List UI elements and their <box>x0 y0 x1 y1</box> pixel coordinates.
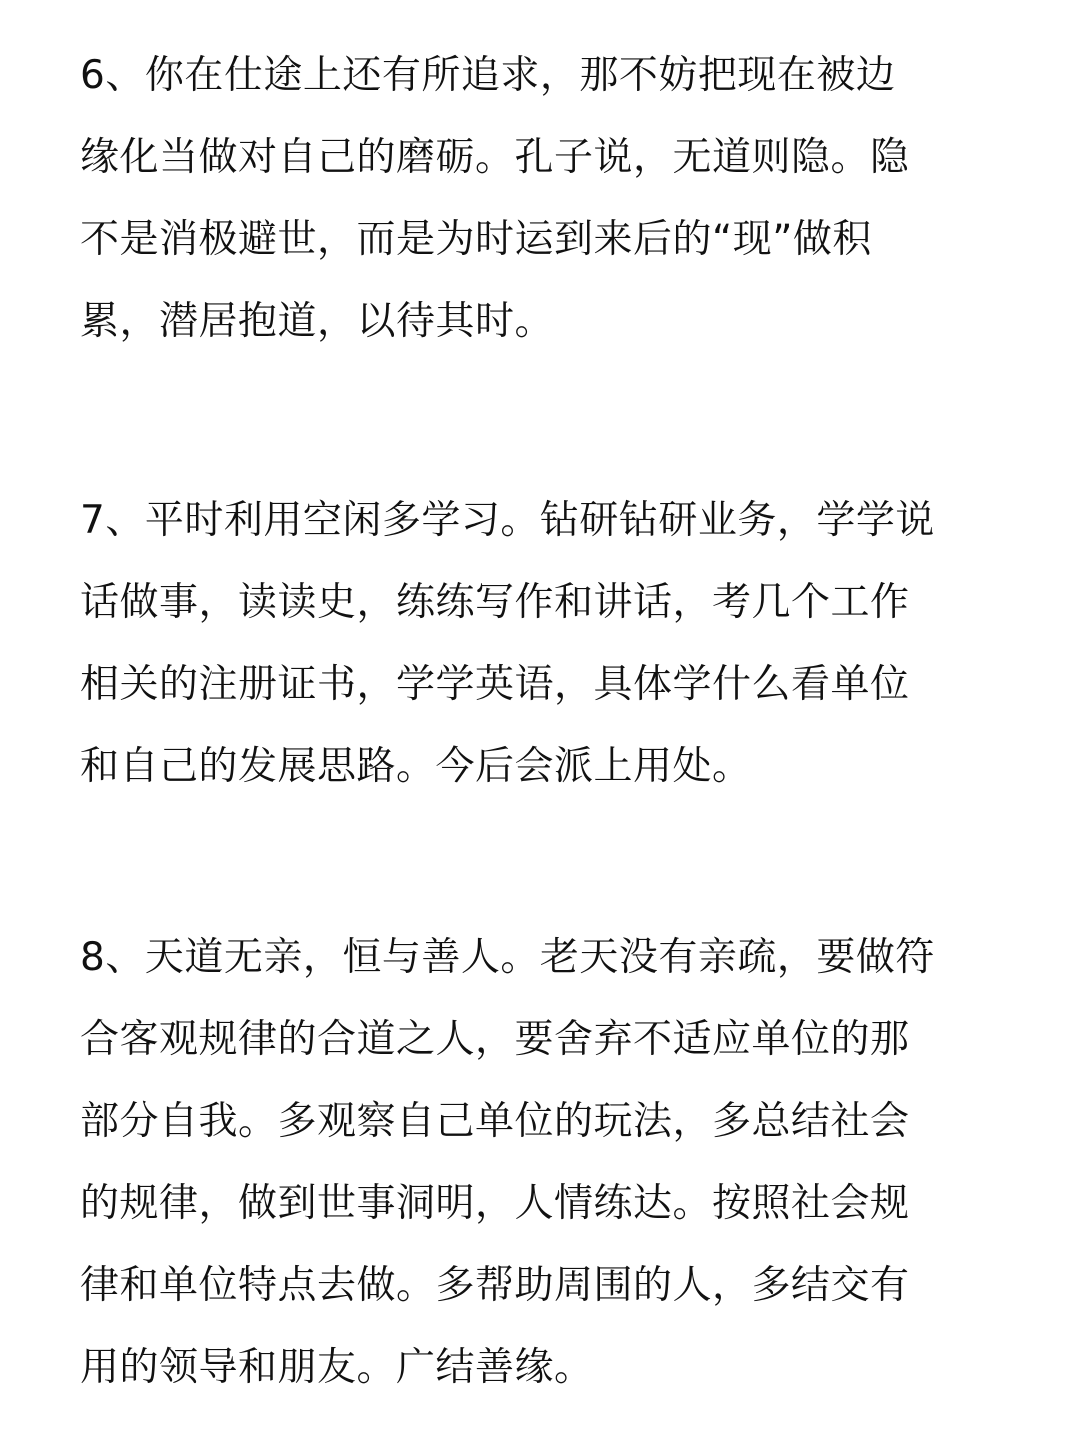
paragraph-6 <box>80 35 1010 363</box>
text-line: 的规律，做到世事洞明，人情练达。按照社会规 <box>80 1181 910 1226</box>
text-line: 缘化当做对自己的磨砺。孔子说，无道则隐。隐 <box>80 135 910 180</box>
text-line: 和自己的发展思路。今后会派上用处。 <box>80 744 752 789</box>
text-line: 累，潜居抱道，以待其时。 <box>80 299 555 344</box>
text-line: 话做事，读读史，练练写作和讲话，考几个工作 <box>80 580 910 625</box>
text-line: 用的领导和朋友。广结善缘。 <box>80 1345 594 1390</box>
text-line: 不是消极避世，而是为时运到来后的“现”做积 <box>80 217 872 262</box>
text-line: 合客观规律的合道之人，要舍弃不适应单位的那 <box>80 1017 910 1062</box>
text-line: 6、你在仕途上还有所追求，那不妨把现在被边 <box>80 53 896 98</box>
text-line: 7、平时利用空闲多学习。钻研钻研业务，学学说 <box>80 498 935 543</box>
text-line: 律和单位特点去做。多帮助周围的人，多结交有 <box>80 1263 910 1308</box>
text-line: 相关的注册证书，学学英语，具体学什么看单位 <box>80 662 910 707</box>
text-line: 8、天道无亲，恒与善人。老天没有亲疏，要做符 <box>80 935 935 980</box>
paragraph-8 <box>80 917 1010 1409</box>
paragraph-7 <box>80 480 1010 808</box>
text-line: 部分自我。多观察自己单位的玩法，多总结社会 <box>80 1099 910 1144</box>
